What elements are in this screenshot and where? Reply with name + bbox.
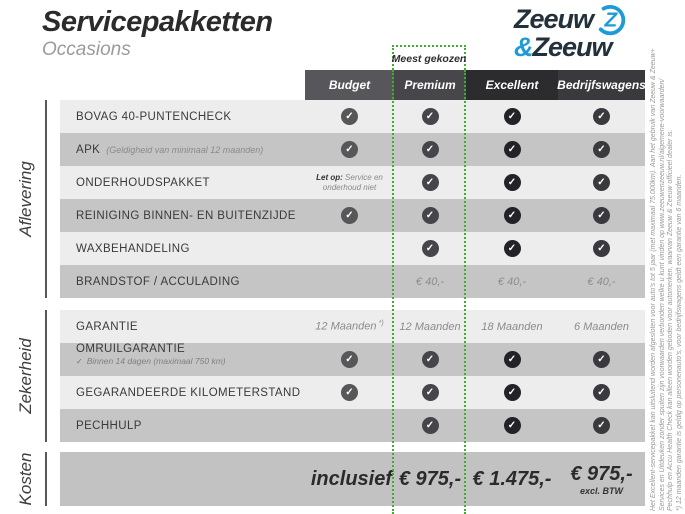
logo-word-2: Zeeuw [532,32,612,62]
check-icon: ✓ [504,174,521,191]
check-icon: ✓ [422,240,439,257]
check-icon: ✓ [504,240,521,257]
premium-highlight-right-border [464,70,466,514]
check-icon: ✓ [504,351,521,368]
kosten-btw-note: excl. BTW [579,485,623,496]
check-icon: ✓ [422,174,439,191]
table-row-omruilgarantie [60,343,645,376]
footnote-marker: *) [378,320,384,328]
check-icon: ✓ [422,351,439,368]
title-block [42,6,273,61]
row-label: APK [76,143,101,156]
fine-print-line: *) 12 maanden garantie is geldig op personenauto's, voor bedrijfswagens geldt een garantie van 6 maanden. [675,174,683,511]
empty-cell [305,265,394,298]
check-icon: ✓ [422,384,439,401]
row-sublabel: (Geldigheid van minimaal 12 maanden) [106,144,264,155]
header-spacer [60,70,305,100]
section-label-zekerheid: Zekerheid [16,338,35,414]
check-icon: ✓ [593,174,610,191]
row-label: BRANDSTOF / ACCULADING [76,275,240,288]
check-icon: ✓ [341,207,358,224]
service-packages-table [60,70,645,506]
table-row-waxbehandeling [60,232,645,265]
check-icon: ✓ [504,141,521,158]
row-sublabel: ✓ Binnen 14 dagen (maximaal 750 km) [76,356,226,366]
check-icon: ✓ [341,141,358,158]
garantie-excellent-value: 18 Maanden [481,320,543,333]
price-value: € 40,- [587,275,616,288]
table-row-brandstof [60,265,645,298]
row-label: GEGARANDEERDE KILOMETERSTAND [76,386,301,399]
garantie-premium-value: 12 Maanden [399,320,461,333]
z-swoosh-icon [595,2,631,36]
garantie-budget-value: 12 Maanden *) [315,320,384,333]
budget-note [305,173,394,192]
section-gap [60,298,645,310]
column-header-budget: Budget [305,70,394,100]
zekerheid-rail-line [45,310,47,442]
section-label-aflevering: Aflevering [16,161,35,237]
fine-print-line: Pechhulp en Accu Health Check kan alleen worden geboden voor automerken, waarvan Zeeuw & Zeeuw officieel dealer is. [667,129,674,511]
check-icon: ✓ [422,417,439,434]
logo-ampersand: & [514,32,533,62]
fine-print-line: Het Excellent-servicepakket kan uitsluitend worden afgesloten voor auto's tot 5 jaar (met maximaal 75.000km). Aan het gebruik van Zeeuw & Zeeuw+ [650,48,657,511]
table-row-pechhulp [60,409,645,442]
check-icon: ✓ [504,108,521,125]
check-icon: ✓ [593,207,610,224]
empty-cell [305,232,394,265]
kosten-bedrijfswagens: € 975,- [570,462,633,485]
table-row-kosten [60,452,645,506]
table-row-apk [60,133,645,166]
svg-text:Z: Z [604,8,618,32]
kosten-excellent: € 1.475,- [472,467,552,490]
kosten-premium: € 975,- [398,467,462,490]
check-icon: ✓ [341,351,358,368]
row-label: ONDERHOUDSPAKKET [76,176,210,189]
section-label-kosten: Kosten [16,452,35,506]
check-icon: ✓ [422,207,439,224]
garantie-bedrijfswagens-value: 6 Maanden [573,320,630,333]
check-icon: ✓ [341,384,358,401]
row-label: PECHHULP [76,419,142,432]
check-icon: ✓ [593,240,610,257]
column-header-excellent: Excellent [466,70,558,100]
check-icon: ✓ [422,141,439,158]
fine-print-line: Services en Uitdeuken zonder spuiten zijn voorwaarden verbonden welke u kunt vinden op www.zeeuwenzeeuw.nl/algemene-voorwaarden/ [658,78,666,511]
column-header-bedrijfswagens: Bedrijfswagens [558,70,645,100]
check-icon: ✓ [593,351,610,368]
table-header-row [60,70,645,100]
check-icon: ✓ [593,384,610,401]
row-label: WAXBEHANDELING [76,242,190,255]
fine-print [650,48,684,511]
kosten-rail-line [45,452,47,506]
meest-gekozen-badge [392,45,466,70]
row-label: BOVAG 40-PUNTENCHECK [76,110,232,123]
check-icon: ✓ [504,384,521,401]
meest-gekozen-label: Meest gekozen [391,52,467,65]
row-label: OMRUILGARANTIE [76,343,186,355]
row-label: REINIGING BINNEN- EN BUITENZIJDE [76,209,296,222]
row-label: GARANTIE [76,320,138,333]
price-value: € 40,- [415,275,445,288]
check-icon: ✓ [593,108,610,125]
table-row-garantie [60,310,645,343]
logo-word-1: Zeeuw [514,4,594,34]
column-header-premium: Premium [394,70,466,100]
aflevering-rail-line [45,100,47,298]
page-subtitle: Occasions [42,39,131,60]
price-value: € 40,- [497,275,527,288]
page-title: Servicepakketten [42,6,273,38]
check-icon: ✓ [593,141,610,158]
note-text: Service en onderhoud niet [322,173,383,192]
check-icon: ✓ [504,417,521,434]
mini-check-icon: ✓ [76,357,83,366]
table-row-onderhoudspakket [60,166,645,199]
premium-highlight-left-border [392,70,394,514]
section-gap [60,442,645,452]
check-icon: ✓ [341,108,358,125]
empty-cell [60,452,305,506]
table-row-reiniging [60,199,645,232]
check-icon: ✓ [593,417,610,434]
kosten-budget: inclusief [310,467,392,490]
table-row-bovag [60,100,645,133]
table-row-kilometerstand [60,376,645,409]
check-icon: ✓ [504,207,521,224]
check-icon: ✓ [422,108,439,125]
note-bold: Let op: [316,173,343,182]
empty-cell [305,409,394,442]
